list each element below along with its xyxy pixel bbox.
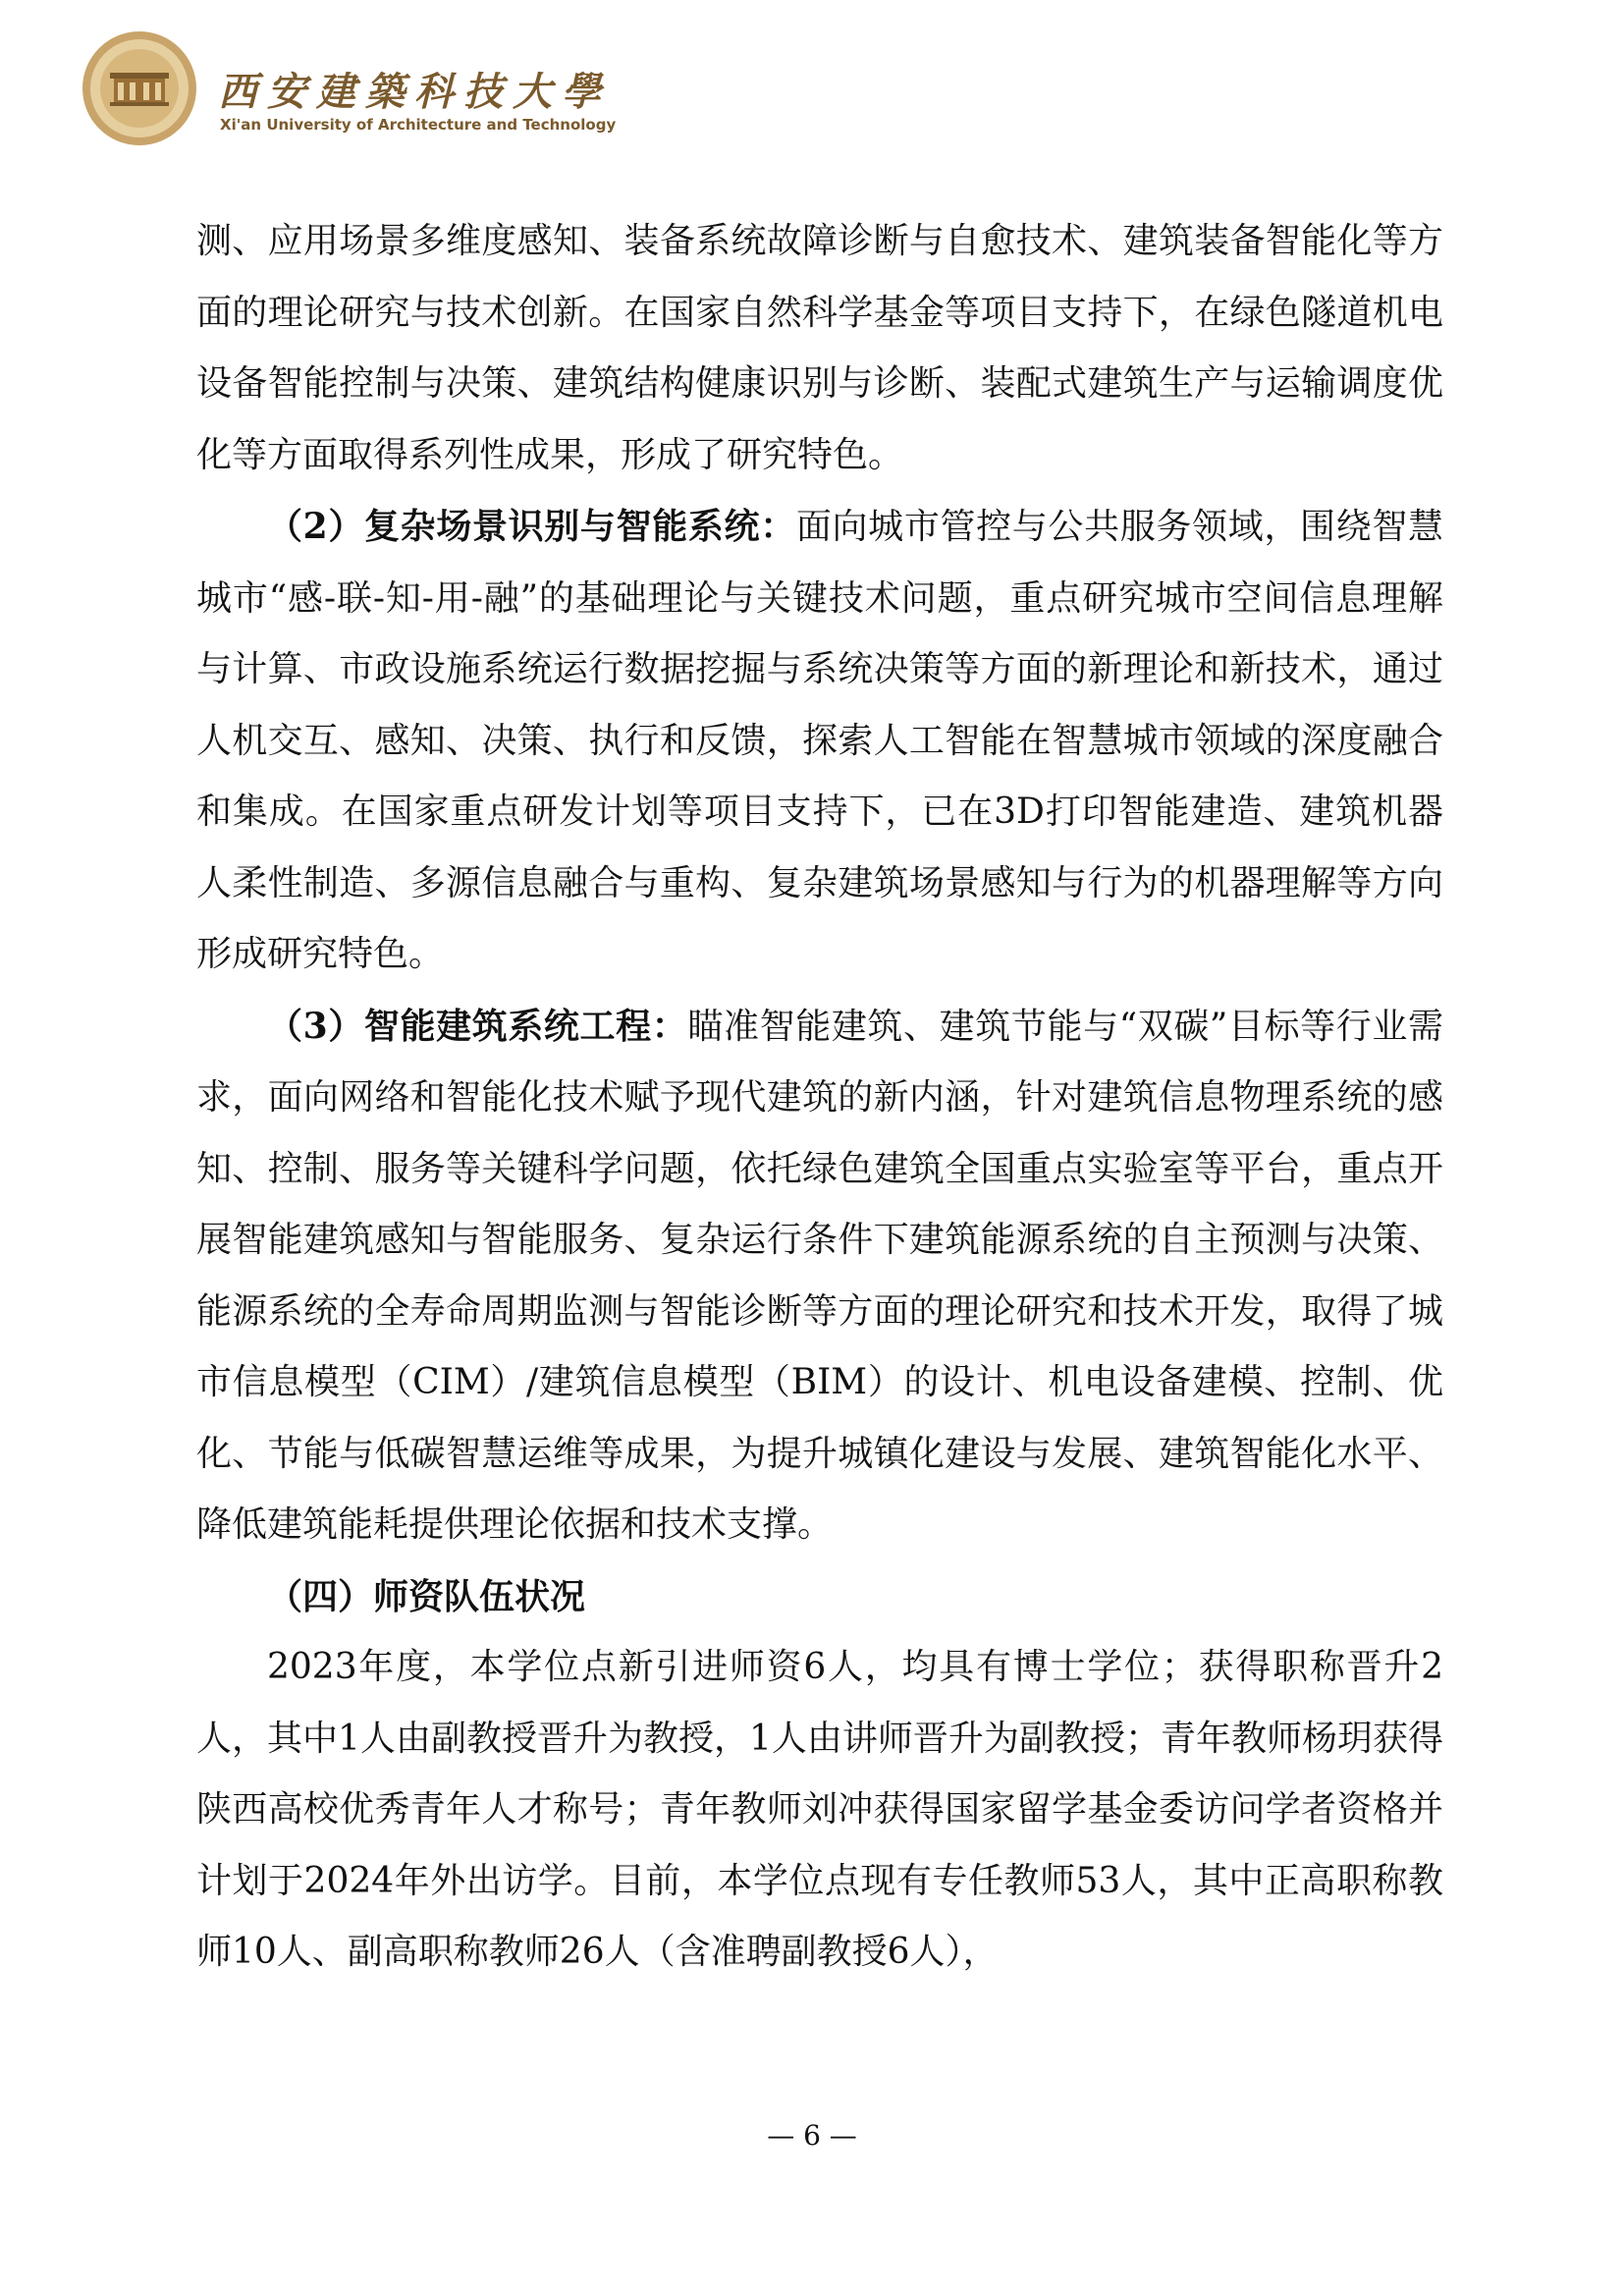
paragraph-smart-building xyxy=(196,991,1443,1561)
university-name-en: Xi'an University of Architecture and Technology xyxy=(220,116,617,134)
paragraph-text: 瞄准智能建筑、建筑节能与“双碳”目标等行业需求，面向网络和智能化技术赋予现代建筑的新内涵，针对建筑信息物理系统的感知、控制、服务等关键科学问题，依托绿色建筑全国重点实验室等平台，重点开展智能建筑感知与智能服务、复杂运行条件下建筑能源系统的自主预测与决策、能源系统的全寿命周期监测与智能诊断等方面的理论研究和技术开发，取得了城市信息模型（CIM）/建筑信息模型（BIM）的设计、机电设备建模、控制、优化、节能与低碳智慧运维等成果，为提升城镇化建设与发展、建筑智能化水平、降低建筑能耗提供理论依据和技术支撑。 xyxy=(196,1006,1443,1545)
document-body xyxy=(196,206,1443,1989)
paragraph-complex-scene xyxy=(196,491,1443,991)
paragraph-heading: （2）复杂场景识别与智能系统： xyxy=(267,506,796,547)
paragraph-faculty: 2023年度，本学位点新引进师资6人，均具有博士学位；获得职称晋升2人，其中1人由副教授晋升为教授，1人由讲师晋升为副教授；青年教师杨玥获得陕西高校优秀青年人才称号；青年教师刘冲获得国家留学基金委访问学者资格并计划于2024年外出访学。目前，本学位点现有专任教师53人，其中正高职称教师10人、副高职称教师26人（含准聘副教授6人）， xyxy=(196,1647,1443,1972)
paragraph-heading: （3）智能建筑系统工程： xyxy=(267,1005,688,1047)
page-number: — 6 — xyxy=(767,2119,857,2152)
page-header xyxy=(81,29,630,157)
university-name-cn: 西安建築科技大學 xyxy=(218,69,611,115)
university-seal-icon xyxy=(81,29,198,147)
paragraph-text: 面向城市管控与公共服务领域，围绕智慧城市“感-联-知-用-融”的基础理论与关键技术问题，重点研究城市空间信息理解与计算、市政设施系统运行数据挖掘与系统决策等方面的新理论和新技术，通过人机交互、感知、决策、执行和反馈，探索人工智能在智慧城市领域的深度融合和集成。在国家重点研发计划等项目支持下，已在3D打印智能建造、建筑机器人柔性制造、多源信息融合与重构、复杂建筑场景感知与行为的机器理解等方向形成研究特色。 xyxy=(196,507,1443,974)
section-heading: （四）师资队伍状况 xyxy=(267,1575,586,1617)
paragraph-continued: 测、应用场景多维度感知、装备系统故障诊断与自愈技术、建筑装备智能化等方面的理论研究与技术创新。在国家自然科学基金等项目支持下，在绿色隧道机电设备智能控制与决策、建筑结构健康识别与诊断、装配式建筑生产与运输调度优化等方面取得系列性成果，形成了研究特色。 xyxy=(196,221,1443,475)
